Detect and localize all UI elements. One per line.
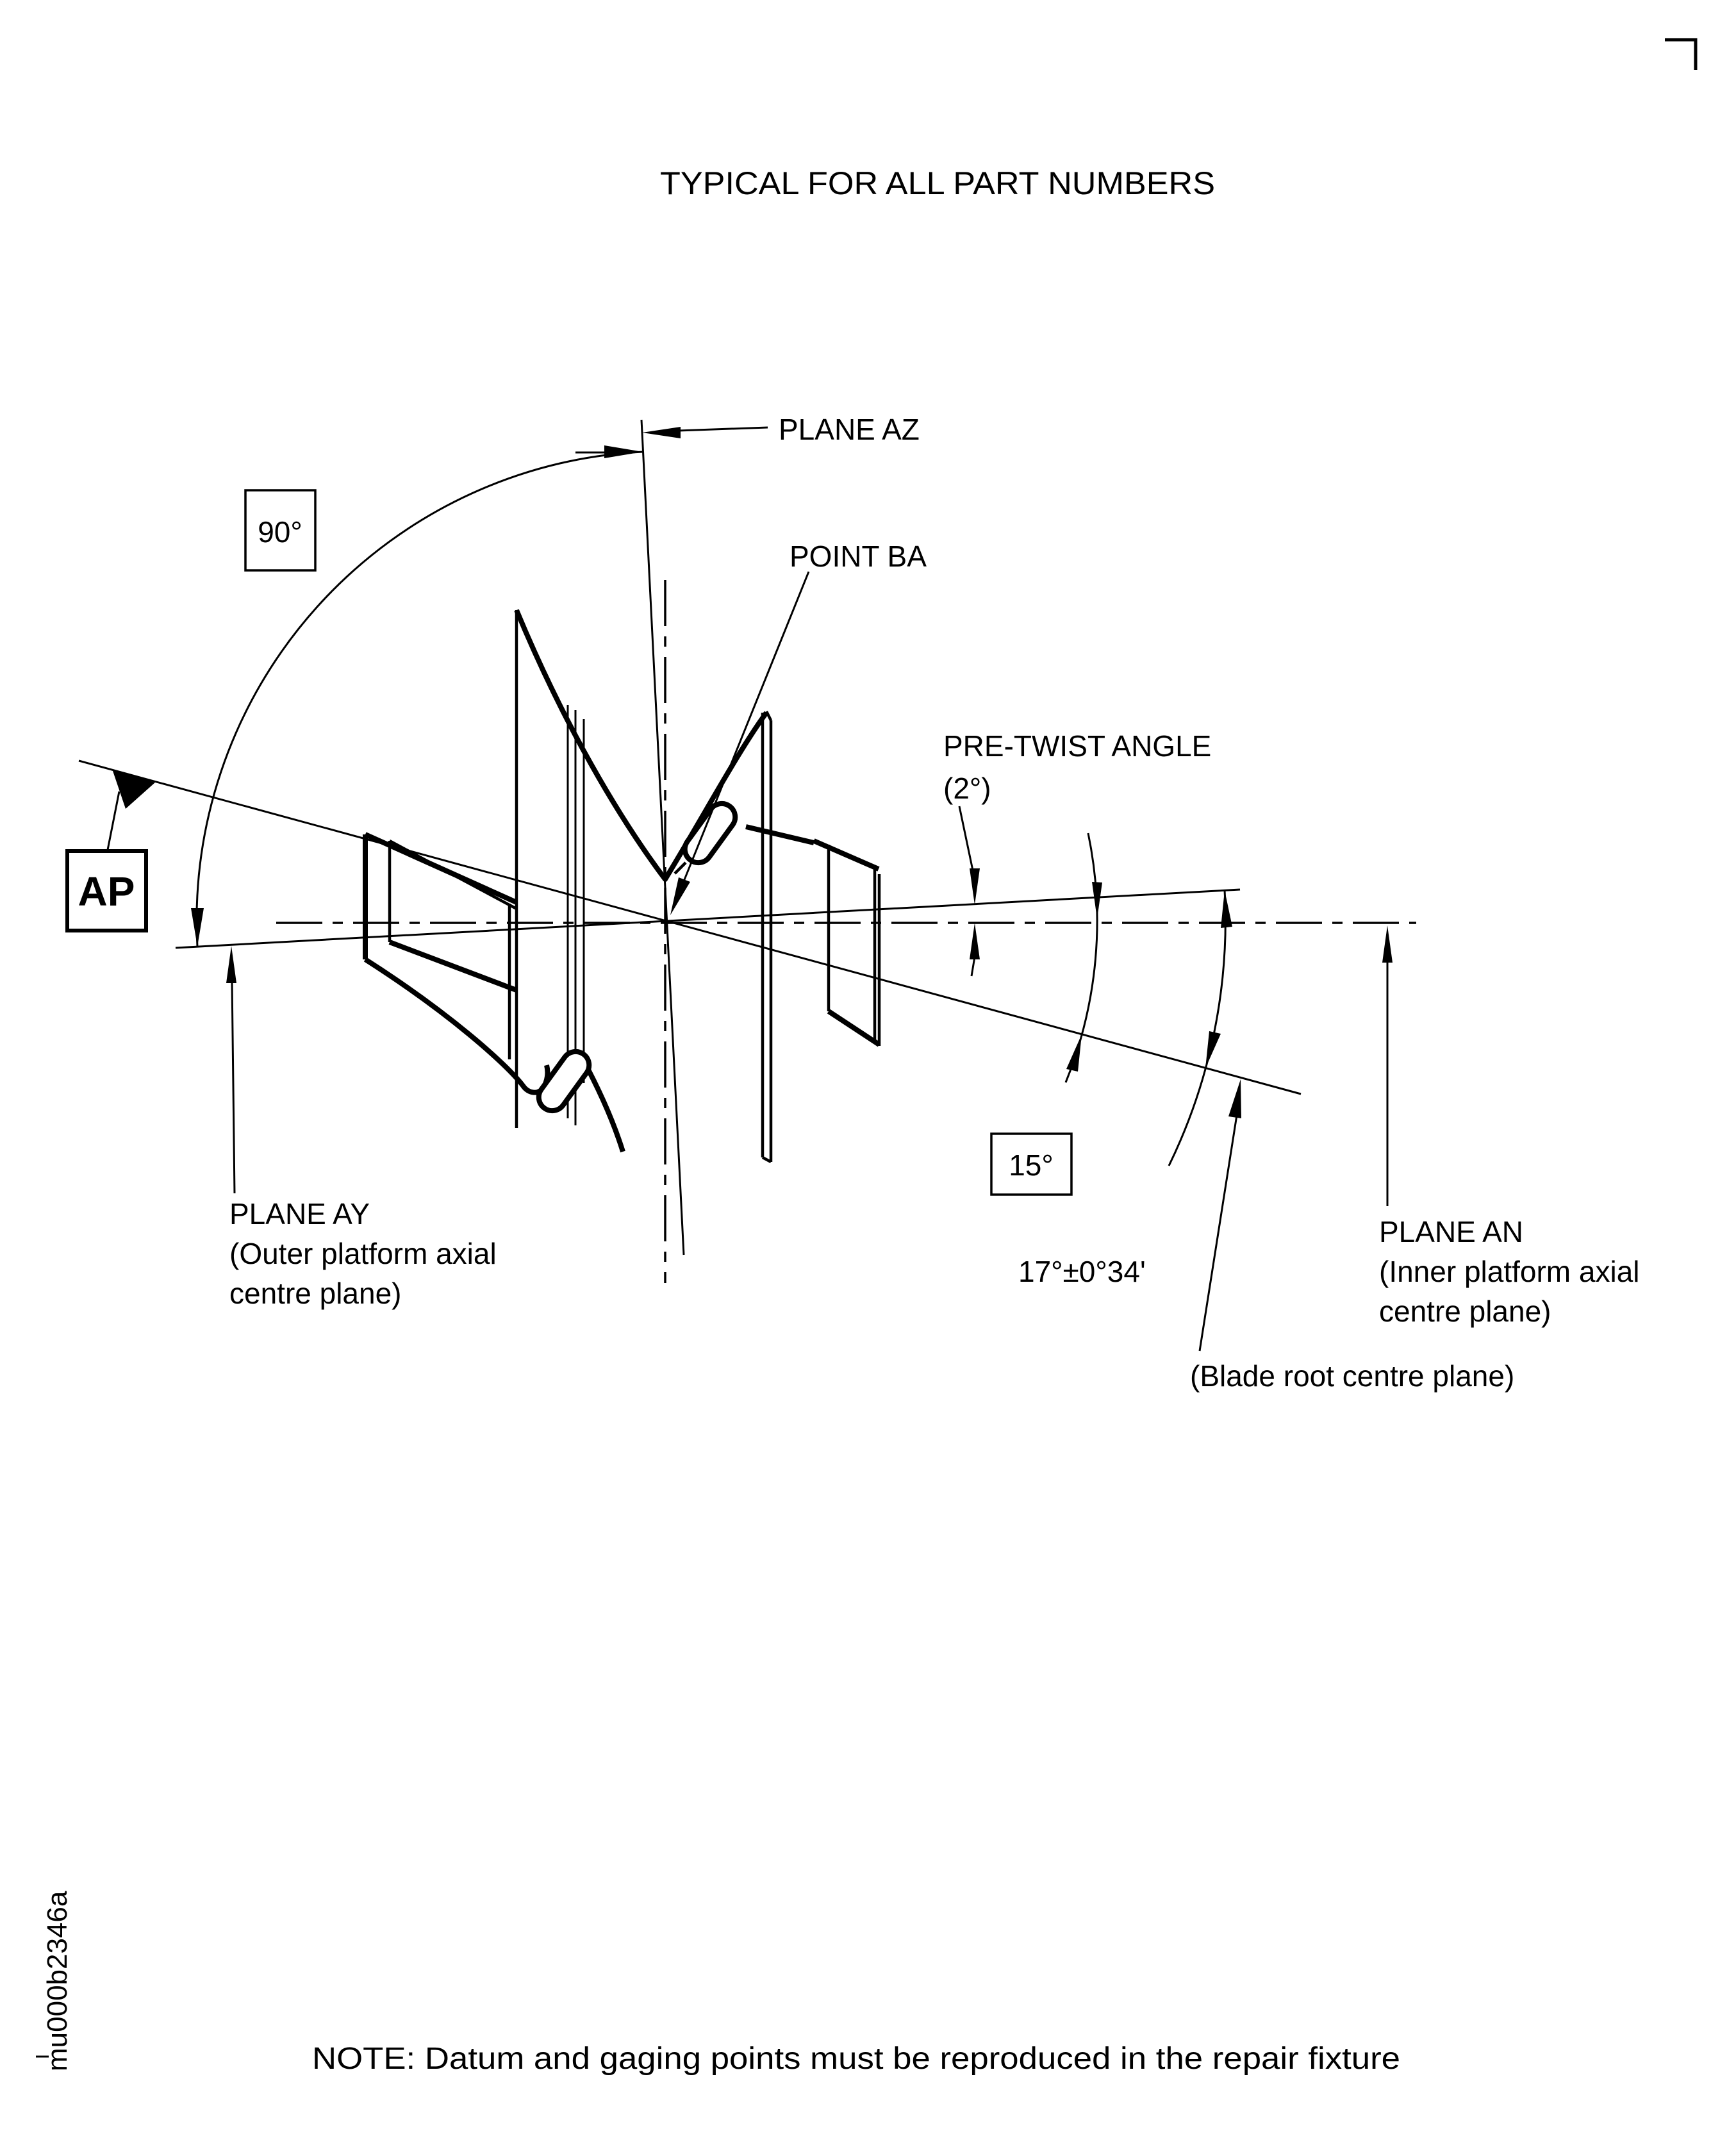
inner-platform-top-edge bbox=[814, 841, 879, 869]
arrow-15-top bbox=[1092, 882, 1102, 919]
arrow-2deg-down bbox=[970, 868, 980, 905]
pre-twist-leader bbox=[959, 806, 973, 870]
arrowheads bbox=[112, 427, 1393, 1118]
repair-note: NOTE: Datum and gaging points must be reproduced in the repair fixture bbox=[312, 2042, 1400, 2076]
arrow-blade-root bbox=[1228, 1079, 1241, 1118]
arrow-plane-ay bbox=[226, 946, 236, 983]
blade-root-label: (Blade root centre plane) bbox=[1190, 1359, 1515, 1393]
plane-az-label: PLANE AZ bbox=[779, 413, 920, 446]
plane-ay-label-line2: (Outer platform axial bbox=[229, 1237, 497, 1270]
angle-15-value: 15° bbox=[1009, 1148, 1054, 1182]
plane-az-leader bbox=[678, 427, 768, 431]
plane-ay-line bbox=[176, 890, 1240, 948]
arc-15-degrees bbox=[1066, 833, 1097, 1082]
angle-17-value: 17°±0°34' bbox=[1018, 1255, 1146, 1288]
pre-twist-lower-tail bbox=[971, 957, 975, 976]
blade-top-vee-edge bbox=[517, 610, 766, 879]
plane-an-label-line3: centre plane) bbox=[1379, 1295, 1551, 1328]
angle-90-value: 90° bbox=[258, 515, 302, 549]
pre-twist-label-line1: PRE-TWIST ANGLE bbox=[943, 729, 1212, 763]
arrow-2deg-up bbox=[970, 923, 980, 959]
arrow-point-ba bbox=[670, 877, 690, 915]
reference-lines bbox=[79, 420, 1416, 1283]
dimension-boxes bbox=[36, 40, 1696, 2057]
inner-airfoil-top-cap bbox=[766, 711, 771, 720]
lower-gaging-slot bbox=[533, 1047, 594, 1116]
corner-mark-icon bbox=[1665, 40, 1696, 70]
blade-lower-left-edge bbox=[365, 959, 547, 1093]
arrow-plane-an bbox=[1382, 925, 1393, 963]
arrow-90-bottom bbox=[191, 908, 204, 947]
outer-platform-bottom-inner-edge bbox=[390, 942, 517, 990]
document-code: mu000b2346a bbox=[42, 1891, 73, 2071]
plane-ay-label-line3: centre plane) bbox=[229, 1277, 402, 1310]
plane-an-label-line1: PLANE AN bbox=[1379, 1215, 1523, 1248]
datum-ap-label: AP bbox=[78, 868, 135, 915]
datum-ap-leader bbox=[108, 791, 119, 850]
arrow-15-bottom bbox=[1066, 1034, 1082, 1072]
arc-17-degrees bbox=[1169, 890, 1225, 1166]
pre-twist-label-line2: (2°) bbox=[943, 772, 991, 805]
arrow-plane-az bbox=[642, 427, 681, 438]
blade-wireframe bbox=[365, 610, 879, 1162]
plane-ay-leader bbox=[232, 981, 235, 1193]
inner-platform-bottom-edge bbox=[829, 1011, 879, 1045]
back-surface-edge bbox=[746, 827, 814, 843]
arrow-17-bottom bbox=[1205, 1031, 1221, 1068]
page-title: TYPICAL FOR ALL PART NUMBERS bbox=[660, 165, 1215, 201]
point-ba-label: POINT BA bbox=[789, 540, 927, 573]
arrow-17-top bbox=[1221, 890, 1232, 928]
plane-an-label-line2: (Inner platform axial bbox=[1379, 1255, 1640, 1288]
blade-root-centre-plane-line bbox=[79, 761, 1301, 1094]
blade-root-leader bbox=[1200, 1115, 1237, 1351]
arrow-90-top bbox=[604, 445, 643, 458]
upper-gaging-slot bbox=[679, 799, 740, 868]
plane-az-line bbox=[641, 420, 684, 1255]
plane-ay-label-line1: PLANE AY bbox=[229, 1197, 370, 1230]
